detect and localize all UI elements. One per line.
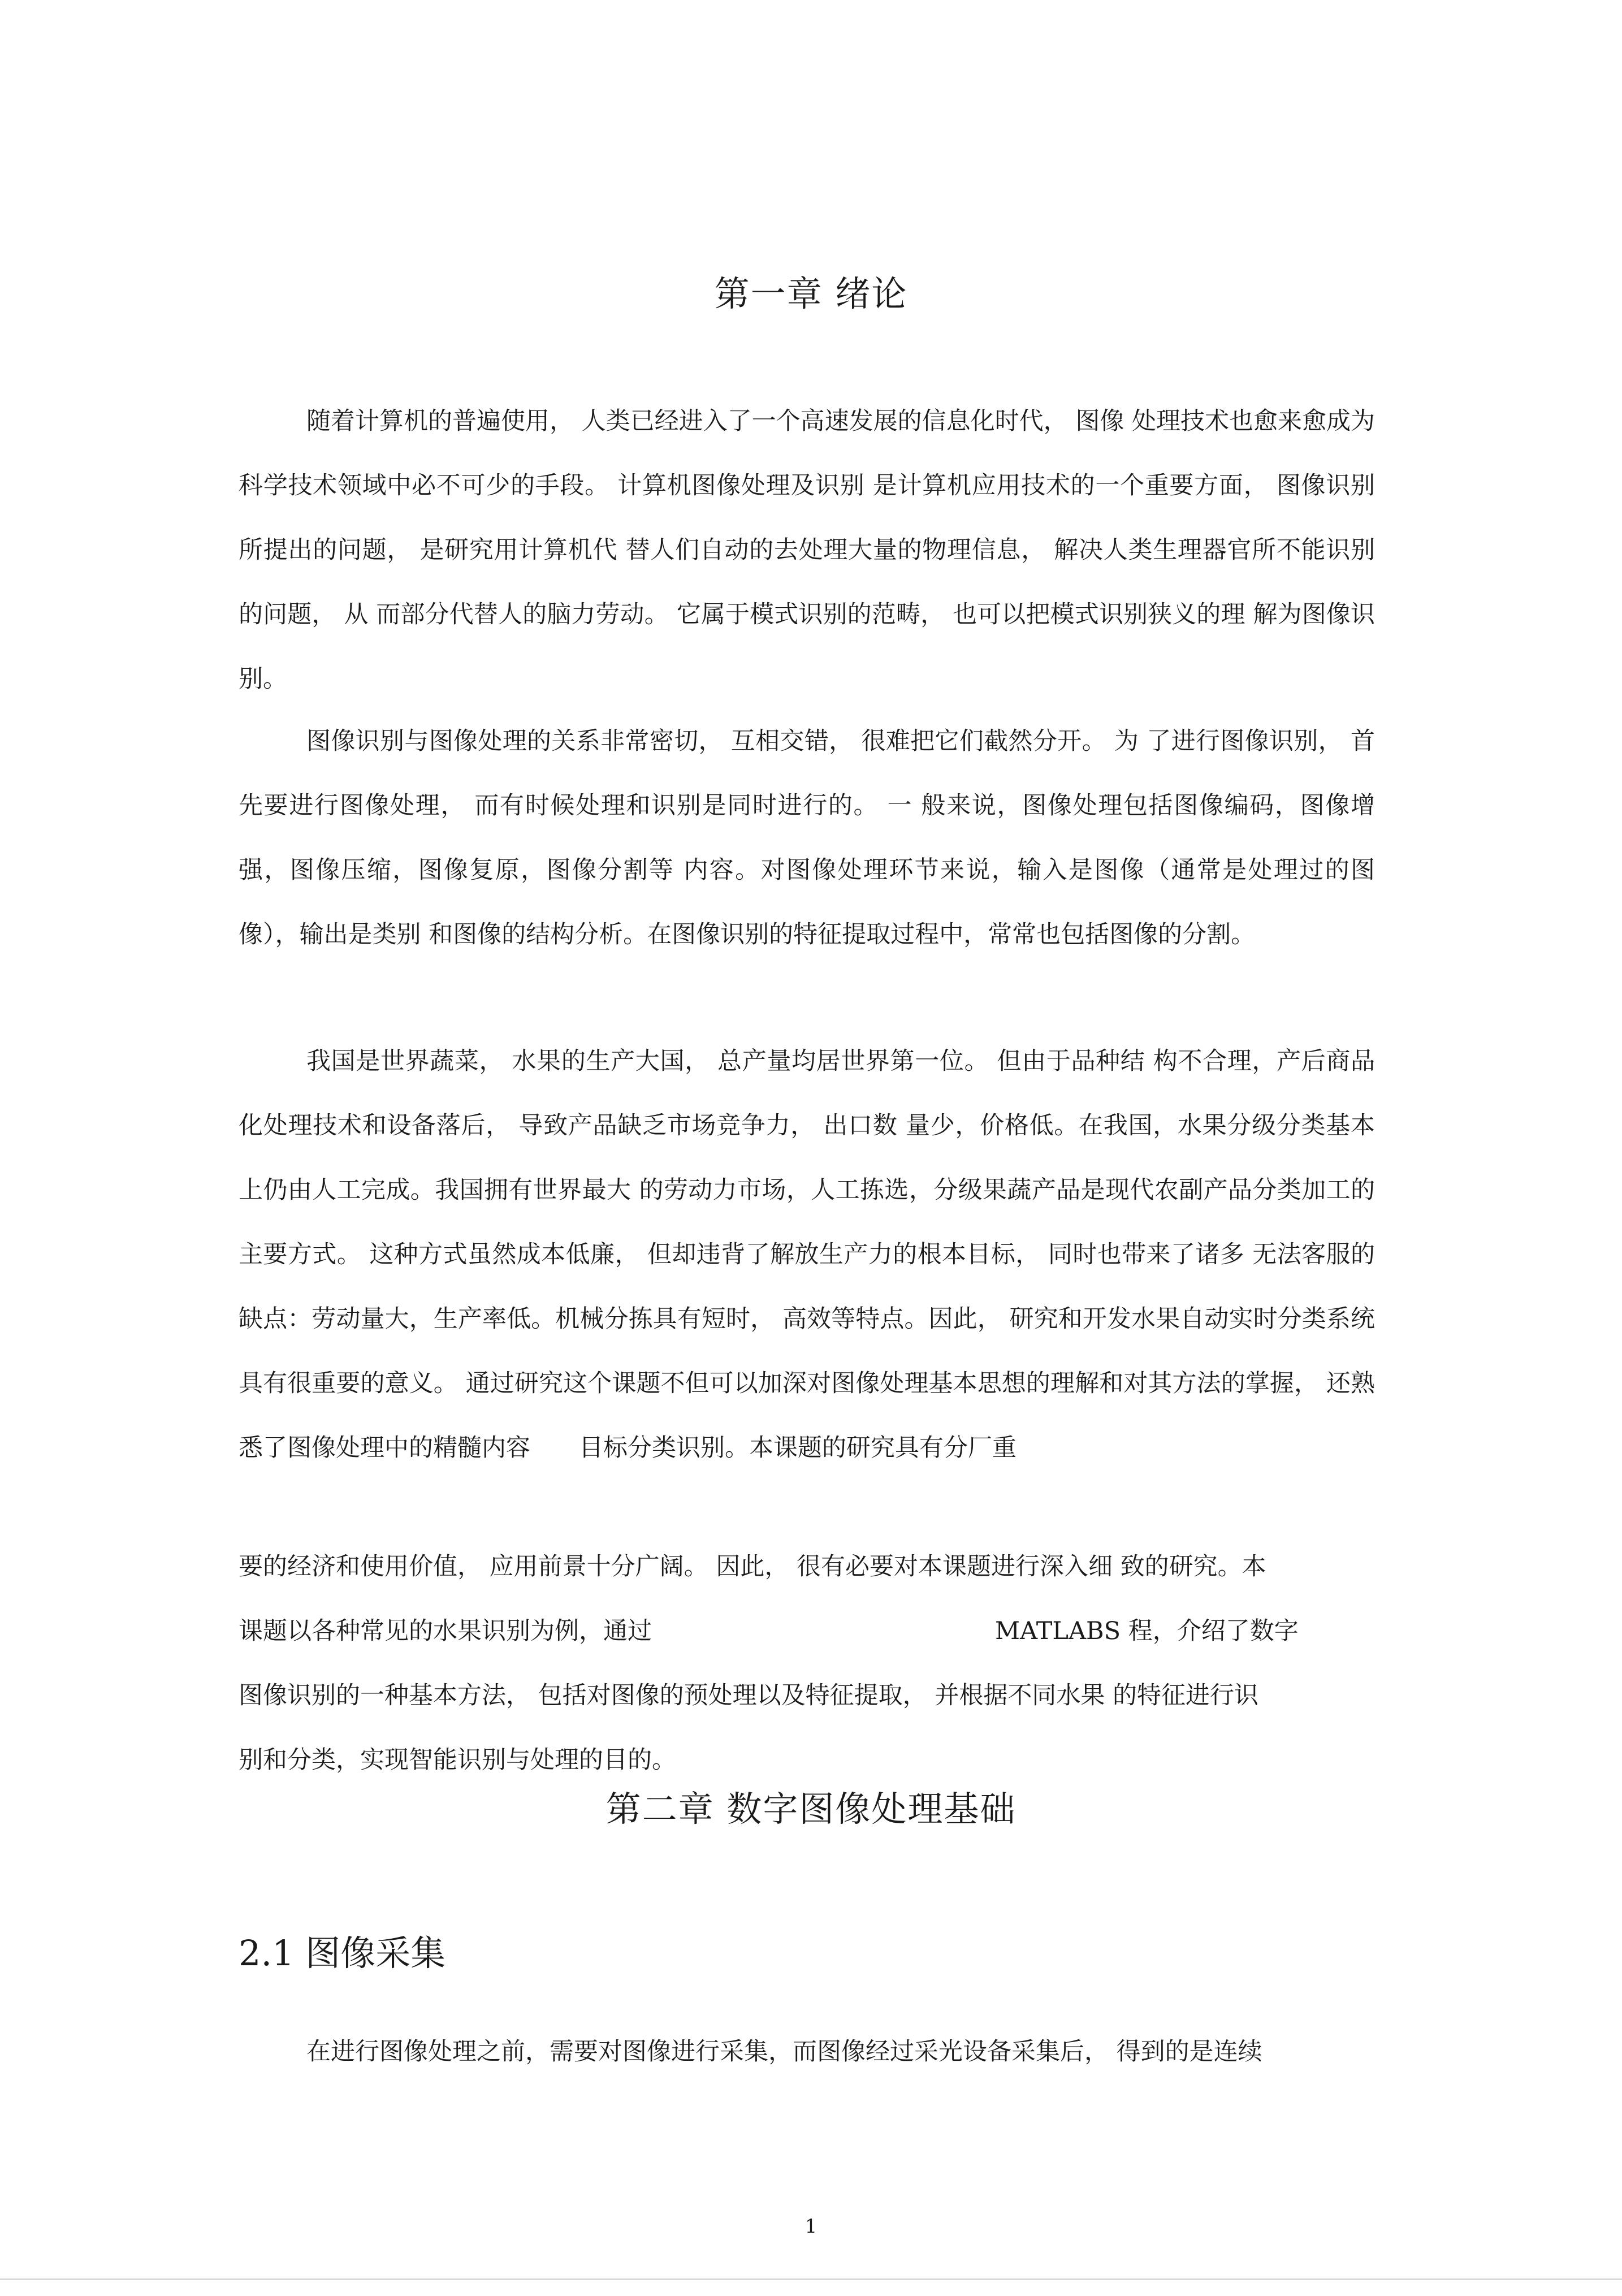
chapter-1-paragraph-4-line-2-right: MATLABS 程，介绍了数字 — [995, 1617, 1299, 1645]
bottom-divider — [0, 2278, 1622, 2280]
chapter-1-paragraph-3: 我国是世界蔬菜， 水果的生产大国， 总产量均居世界第一位。 但由于品种结 构不合理，产后商品化处理技术和设备落后， 导致产品缺乏市场竞争力， 出口数 量少，价格低。在我国，水果分级分类基本上仍由人工完成。我国拥有世界最大 的劳动力市场，人工拣选，分级果蔬产品是现代农副产品分类加工的主要方式。 这种方式虽然成本低廉， 但却违背了解放生产力的根本目标， 同时也带来了诸多 无法客服的缺点：劳动量大，生产率低。机械分拣具有短时， 高效等特点。因此， 研究和开发水果自动实时分类系统具有很重要的意义。 通过研究这个课题不但可以加深对图像处理基本思想的理解和对其方法的掌握， 还熟悉了图像处理中的精髓内容 目标分类识别。本课题的研究具有分厂重 — [239, 1047, 1375, 1462]
chapter-2-title: 第二章 数字图像处理基础 — [605, 1788, 1017, 1830]
chapter-1-paragraph-2: 图像识别与图像处理的关系非常密切， 互相交错， 很难把它们截然分开。 为 了进行图像识别， 首先要进行图像处理， 而有时候处理和识别是同时进行的。 一 般来说，图像处理包括图像编码，图像增强，图像压缩，图像复原，图像分割等 内容。对图像处理环节来说，输入是图像（通常是处理过的图像），输出是类别 和图像的结构分析。在图像识别的特征提取过程中，常常也包括图像的分割。 — [239, 727, 1375, 949]
chapter-1-paragraph-1: 随着计算机的普遍使用， 人类已经进入了一个高速发展的信息化时代， 图像 处理技术也愈来愈成为科学技术领域中必不可少的手段。 计算机图像处理及识别 是计算机应用技术的一个重要方面， 图像识别所提出的问题， 是研究用计算机代 替人们自动的去处理大量的物理信息， 解决人类生理器官所不能识别的问题， 从 而部分代替人的脑力劳动。 它属于模式识别的范畴， 也可以把模式识别狭义的理 解为图像识别。 — [239, 407, 1376, 693]
chapter-1-paragraph-4-line-4: 别和分类，实现智能识别与处理的目的。 — [239, 1746, 676, 1774]
chapter-1-paragraph-4-line-2-left: 课题以各种常见的水果识别为例，通过 — [239, 1617, 652, 1645]
chapter-1-paragraph-4-line-1: 要的经济和使用价值， 应用前景十分广阔。 因此， 很有必要对本课题进行深入细 致的研究。本 — [239, 1553, 1266, 1581]
page-number: 1 — [804, 2215, 818, 2238]
chapter-1-paragraph-4-line-3: 图像识别的一种基本方法， 包括对图像的预处理以及特征提取， 并根据不同水果 的特征进行识 — [239, 1681, 1259, 1710]
section-2-1-title: 2.1 图像采集 — [239, 1932, 446, 1974]
chapter-1-title: 第一章 绪论 — [714, 273, 908, 314]
section-2-1-paragraph-1: 在进行图像处理之前，需要对图像进行采集，而图像经过采光设备采集后， 得到的是连续 — [306, 2038, 1262, 2066]
chapter-1-paragraph-4-line-2 — [239, 1599, 1375, 1663]
